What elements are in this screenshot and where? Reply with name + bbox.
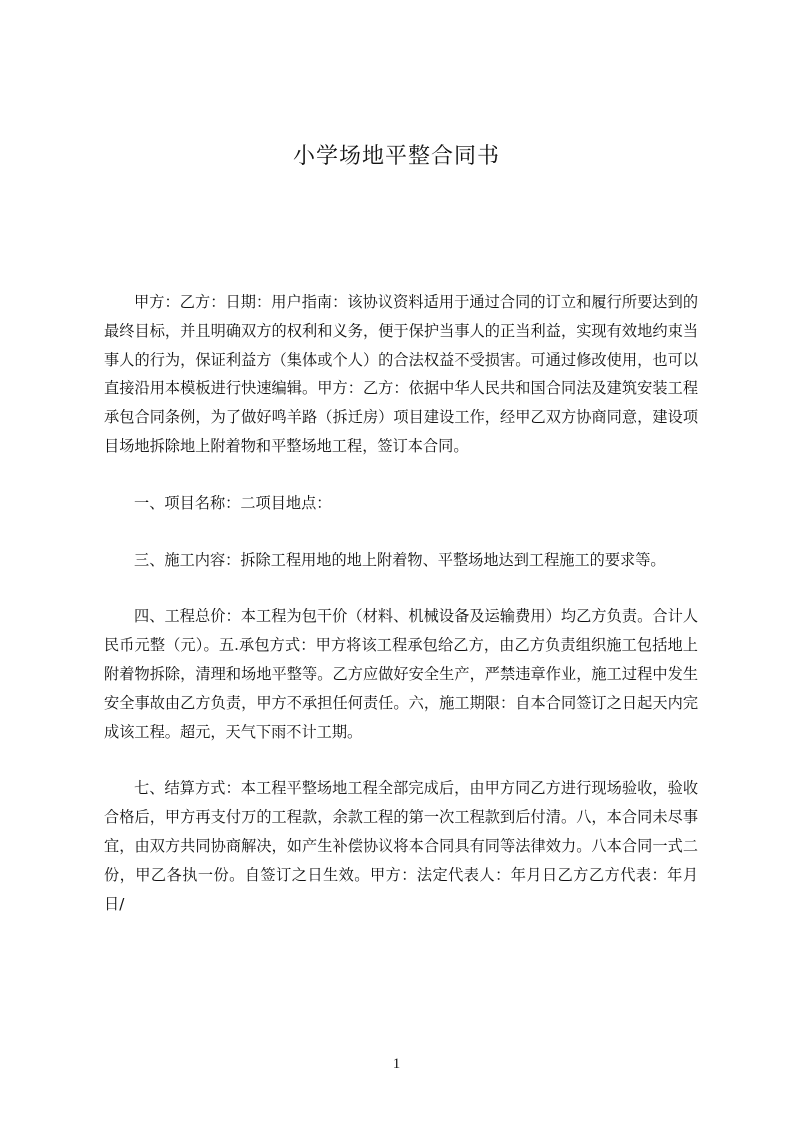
- paragraph-intro: 甲方：乙方：日期：用户指南：该协议资料适用于通过合同的订立和履行所要达到的最终目标，并且明确双方的权利和义务，便于保护当事人的正当利益，实现有效地约束当事人的行为，保证利益方（集体或个人）的合法权益不受损害。可通过修改使用，也可以直接沿用本模板进行快速编辑。甲方：乙方：依据中华人民共和国合同法及建筑安装工程承包合同条例，为了做好鸣羊路（拆迁房）项目建设工作，经甲乙双方协商同意，建设项目场地拆除地上附着物和平整场地工程，签订本合同。: [104, 293, 698, 455]
- document-body: [104, 288, 698, 918]
- document-title: 小学场地平整合同书: [292, 144, 500, 169]
- paragraph-spacer: [104, 518, 698, 546]
- paragraph-spacer: [104, 746, 698, 774]
- page-number: 1: [392, 1056, 401, 1072]
- paragraph-settlement: 七、结算方式：本工程平整场地工程全部完成后，由甲方同乙方进行现场验收，验收合格后，甲方再支付万的工程款，余款工程的第一次工程款到后付清。八，本合同未尽事宜，由双方共同协商解决，如产生补偿协议将本合同具有同等法律效力。八本合同一式二份，甲乙各执一份。自签订之日生效。甲方：法定代表人：年月日乙方乙方代表：年月日/: [104, 779, 698, 913]
- paragraph-total-price: 四、工程总价：本工程为包干价（材料、机械设备及运输费用）均乙方负责。合计人民币元整（元）。五.承包方式：甲方将该工程承包给乙方，由乙方负责组织施工包括地上附着物拆除，清理和场地平整等。乙方应做好安全生产，严禁违章作业，施工过程中发生安全事故由乙方负责，甲方不承担任何责任。六，施工期限：自本合同签订之日起天内完成该工程。超元，天气下雨不计工期。: [104, 607, 698, 741]
- paragraph-spacer: [104, 461, 698, 489]
- paragraph-construction-content: 三、施工内容：拆除工程用地的地上附着物、平整场地达到工程施工的要求等。: [134, 550, 666, 569]
- paragraph-spacer: [104, 574, 698, 602]
- paragraph-project-name: 一、项目名称：二项目地点：: [134, 493, 332, 512]
